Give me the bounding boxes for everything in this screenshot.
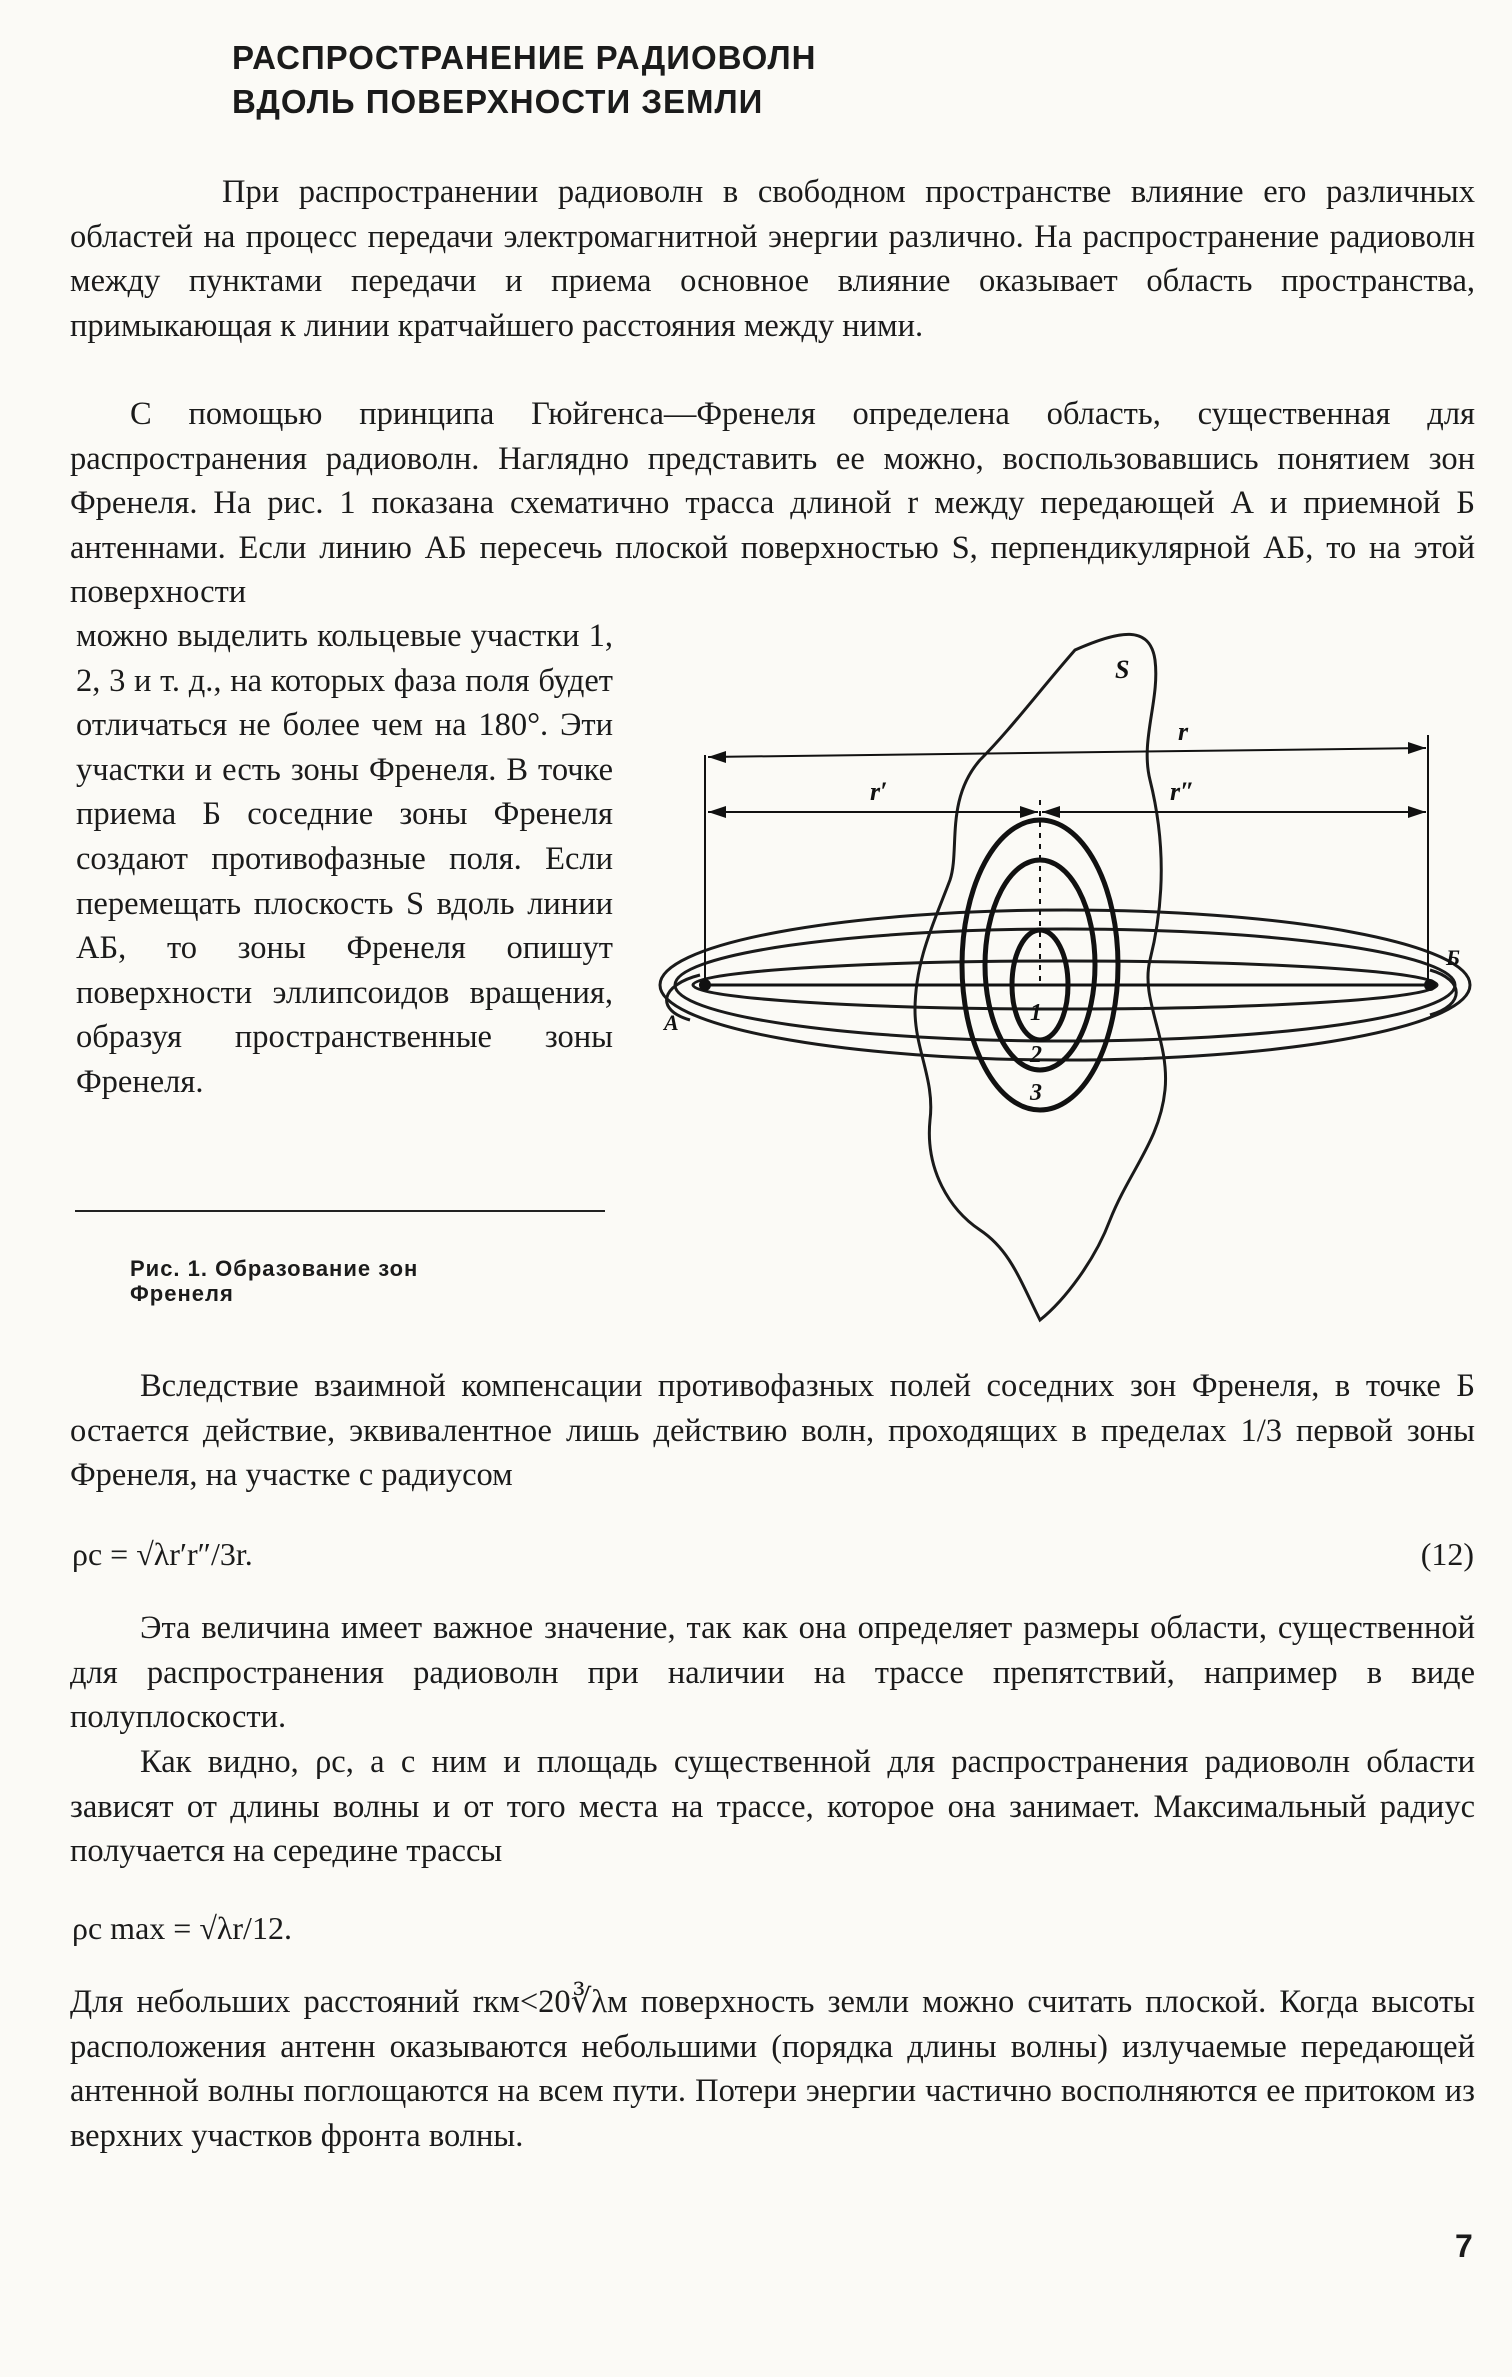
page-number: 7 [1455, 2228, 1473, 2264]
label-zone-2: 2 [1030, 1042, 1042, 1068]
paragraph-6: Как видно, ρc, а с ним и площадь существенной для распространения радиоволн области зависят от длины волны и от того места на трассе, которое она занимает. Максимальный радиус получается на середине трассы [70, 1744, 1475, 1870]
paragraph-4: Вследствие взаимной компенсации противофазных полей соседних зон Френеля, в точке Б остается действие, эквивалентное лишь действию волн, проходящих в пределах 1/3 первой зоны Френеля, на участке с радиусом [70, 1368, 1475, 1494]
label-r: r [1178, 717, 1189, 746]
paragraph-1: При распространении радиоволн в свободном пространстве влияние его различных областей на процесс передачи электромагнитной энергии различно. На распространение радиоволн между пунктами передачи и приема основное влияние оказывает область пространства, примыкающая к линии кратчайшего расстояния между ними. [70, 174, 1475, 344]
title-line-2: ВДОЛЬ ПОВЕРХНОСТИ ЗЕМЛИ [232, 83, 764, 120]
title-line-1: РАСПРОСТРАНЕНИЕ РАДИОВОЛН [232, 39, 817, 76]
label-s: S [1115, 655, 1130, 684]
caption-line-2: Френеля [130, 1281, 234, 1306]
formula-rho-c-max: ρc max = √λr/12. [72, 1910, 292, 1946]
caption-line-1: Рис. 1. Образование зон [130, 1256, 419, 1281]
label-r1: r′ [870, 777, 888, 806]
paragraph-3-figure-side: можно выделить кольцевые участки 1, 2, 3 и т. д., на которых фаза поля будет отличаться не более чем на 180°. Эти участки и есть зоны Френеля. В точке приема Б соседние зоны Френеля создают противофазные поля. Если перемещать плоскость S вдоль линии АБ, то зоны Френеля опишут поверхности эллипсоидов вращения, образуя пространственные зоны Френеля. [76, 618, 613, 1100]
dimension-r [708, 748, 1426, 757]
paragraph-2: С помощью принципа Гюйгенса—Френеля определена область, существенная для распространения радиоволн. Наглядно представить ее можно, воспользовавшись понятием зон Френеля. На рис. 1 показана схематично трасса длиной r между передающей А и приемной Б антеннами. Если линию АБ пересечь плоской поверхностью S, перпендикулярной АБ, то на этой поверхности [70, 396, 1475, 611]
label-b: Б [1446, 945, 1460, 970]
equation-number: (12) [1420, 1536, 1474, 1572]
label-zone-3: 3 [1030, 1080, 1042, 1106]
label-a: А [664, 1010, 679, 1035]
point-b [1424, 979, 1436, 991]
label-r2: r″ [1170, 777, 1195, 806]
paragraph-7: Для небольших расстояний rкм<20∛λм поверхность земли можно считать плоской. Когда высоты расположения антенн оказываются небольшими (порядка длины волны) излучаемые передающей антенной волны поглощаются на всем пути. Потери энергии частично восполняются ее притоком из верхних участков фронта волны. [70, 1984, 1475, 2154]
formula-rho-c: ρc = √λr′r″/3r. [72, 1536, 253, 1572]
paragraph-5: Эта величина имеет важное значение, так как она определяет размеры области, существенной для распространения радиоволн при наличии на трассе препятствий, например в виде полуплоскости. [70, 1610, 1475, 1736]
label-zone-1: 1 [1030, 1000, 1042, 1026]
